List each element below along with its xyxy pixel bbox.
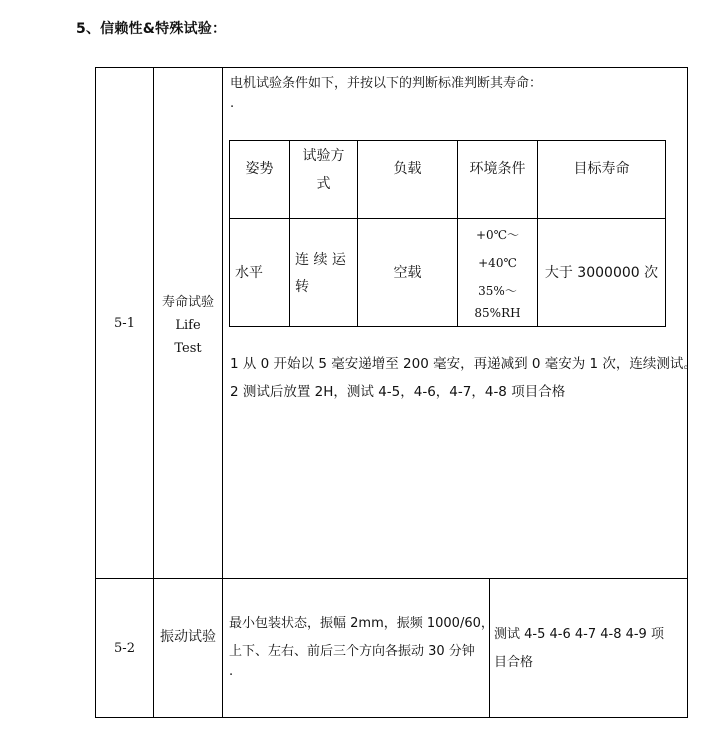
- cell-target-life: 大于 3000000 次: [544, 265, 659, 281]
- cell-method-line2: 转: [295, 279, 309, 295]
- header-environment: 环境条件: [469, 161, 526, 177]
- row2-result-1: 测试 4-5 4-6 4-7 4-8 4-9 项: [494, 627, 664, 642]
- cell-env-3: 35%～: [478, 284, 517, 298]
- row2-number: 5-2: [114, 641, 135, 656]
- cell-env-4: 85%RH: [474, 306, 521, 320]
- row2-desc-1: 最小包装状态，振幅 2mm，振频 1000/60，: [229, 616, 494, 631]
- row2-name-cn: 振动试验: [160, 629, 216, 645]
- row1-dot: ·: [230, 100, 235, 115]
- section-title: 5、信赖性&特殊试验：: [76, 21, 227, 37]
- cell-load: 空载: [393, 265, 422, 281]
- row1-number: 5-1: [114, 316, 135, 331]
- header-target-life: 目标寿命: [573, 161, 630, 177]
- row1-note-2: 2 测试后放置 2H，测试 4-5，4-6，4-7，4-8 项目合格: [230, 384, 566, 400]
- header-load: 负载: [393, 161, 422, 177]
- header-method-line1: 试验方: [302, 148, 345, 164]
- row2-result-2: 目合格: [494, 655, 534, 670]
- row1-name-en-1: Life: [175, 318, 201, 333]
- row1-name-cn: 寿命试验: [161, 295, 214, 310]
- header-method-line2: 式: [316, 176, 331, 192]
- row1-name-en-2: Test: [174, 341, 202, 356]
- cell-method-line1: 连 续 运: [295, 252, 346, 268]
- row2-dot: ·: [229, 668, 234, 683]
- header-posture: 姿势: [245, 161, 274, 177]
- row1-note-1: 1 从 0 开始以 5 毫安递增至 200 毫安，再递减到 0 毫安为 1 次，连续测试。: [230, 356, 697, 372]
- row2-desc-2: 上下、左右、前后三个方向各振动 30 分钟: [229, 644, 475, 659]
- cell-posture: 水平: [235, 265, 263, 281]
- cell-env-2: +40℃: [478, 256, 517, 270]
- row1-intro: 电机试验条件如下，并按以下的判断标准判断其寿命：: [230, 76, 543, 91]
- cell-env-1: +0℃～: [475, 228, 520, 242]
